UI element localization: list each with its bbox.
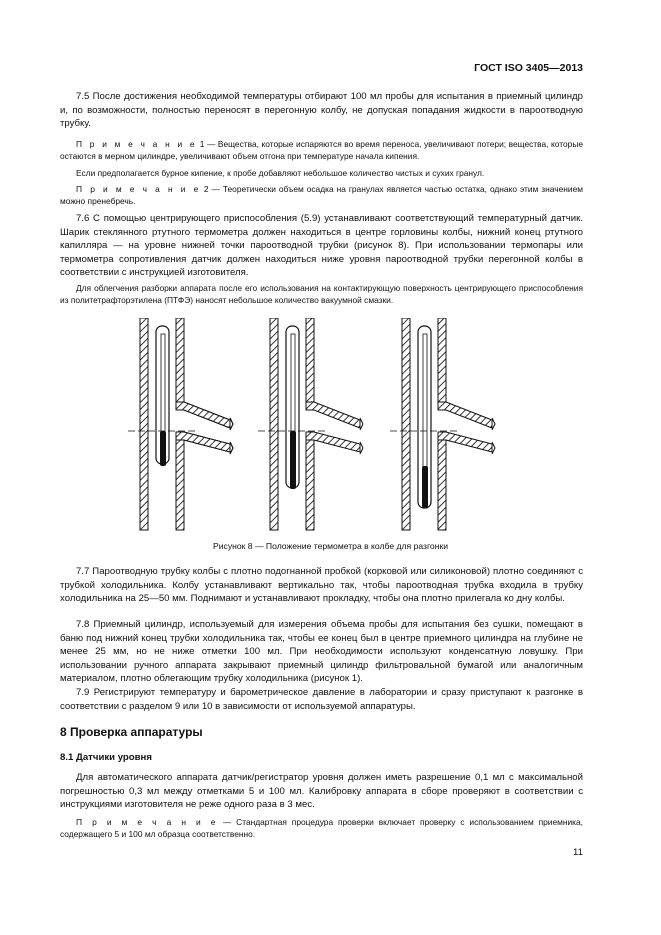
paragraph-7-5: 7.5 После достижения необходимой температуры отбирают 100 мл пробы для испытания в приемный цилиндр и, по возможности, полностью переносят в перегонную колбу, не допуская попадания жидкости в пароотводную трубку. — [60, 91, 583, 130]
section-8-heading: 8 Проверка аппаратуры — [60, 725, 203, 739]
paragraph-boiling: Если предполагается бурное кипение, к пробе добавляют небольшое количество чистых и сухих гранул. — [76, 168, 485, 178]
mercury-bulb-3 — [422, 466, 428, 508]
flask-position-3 — [390, 318, 495, 530]
note-label: П р и м е ч а н и е — [76, 817, 219, 827]
paragraph-7-6: 7.6 С помощью центрирующего приспособления (5.9) устанавливают соответствующий температурный датчик. Шарик стеклянного ртутного термометра должен находиться в центре горловины колбы, нижний конец ртутного капилляра — на уровне нижней точки пароотводной трубки (рисунок 8). При использовании термопары или термометра сопротивления датчик должен находиться ниже уровня пароотводной трубки перегонной колбы в соответствии с инструкцией изготовителя. — [60, 213, 583, 279]
flask-position-2 — [258, 318, 363, 530]
mercury-bulb-2 — [290, 431, 296, 489]
figure-caption: Рисунок 8 — Положение термометра в колбе для разгонки — [212, 541, 449, 551]
mercury-bulb-1 — [160, 431, 166, 466]
note-text: 1 — Вещества, которые испаряются во время переноса, увеличивают потери; вещества, которые остаются в мерном цилиндре, увеличивают объем отгона при температуре начала кипения. — [60, 139, 583, 161]
subsection-8-1-heading: 8.1 Датчики уровня — [60, 752, 152, 763]
note-label: П р и м е ч а н и е — [76, 139, 198, 149]
note-3 — [60, 816, 583, 840]
figure-8-flask-diagram — [118, 318, 508, 534]
paragraph-8-1: Для автоматического аппарата датчик/регистратор уровня должен иметь разрешение 0,1 мл с максимальной погрешностью 0,3 мл между отметками 5 и 100 мл. Калибровку аппарата в сборе проверяют в соответствии с инструкциями изготовителя не реже одного раза в 3 мес. — [60, 772, 583, 811]
note-2 — [60, 183, 583, 207]
paragraph-7-7: 7.7 Пароотводную трубку колбы с плотно подогнанной пробкой (корковой или силиконовой) плотно соединяют с трубкой холодильника. Колбу устанавливают вертикально так, чтобы пароотводная трубка входила в трубку холодильника на 25—50 мм. Поднимают и устанавливают прокладку, чтобы она плотно прилегала ко дну колбы. — [60, 566, 583, 605]
note-label: П р и м е ч а н и е — [76, 184, 201, 194]
paragraph-ptfe: Для облегчения разборки аппарата после его использования на контактирующую поверхность центрирующего приспособления из политетрафторэтилена (ПТФЭ) наносят небольшое количество вакуумной смазки. — [60, 283, 583, 305]
note-text: — Стандартная процедура проверки включает проверку с использованием приемника, содержащего 5 и 100 мл образца соответственно. — [60, 817, 583, 839]
flask-position-1 — [128, 318, 233, 530]
paragraph-7-9: 7.9 Регистрируют температуру и барометрическое давление в лаборатории и сразу приступают к разгонке в соответствии с разделом 9 или 10 в зависимости от используемой аппаратуры. — [60, 687, 583, 712]
note-text: 2 — Теоретически объем осадка на гранулах является частью остатка, однако этим значением можно пренебречь. — [60, 184, 583, 206]
note-1 — [60, 138, 583, 162]
paragraph-7-8: 7.8 Приемный цилиндр, используемый для измерения объема пробы для испытания без сушки, помещают в баню под нижний конец трубки холодильника так, чтобы ее конец был в центре приемного цилиндра на глубине не менее 25 мм, но не ниже отметки 100 мл. При необходимости используют конденсатную ловушку. При использовании ручного аппарата закрывают приемный цилиндр фильтровальной бумагой или аналогичным материалом, плотно облегающим трубку холодильника (рисунок 1). — [60, 619, 583, 685]
page-number: 11 — [573, 847, 583, 858]
document-header: ГОСТ ISO 3405—2013 — [474, 62, 583, 74]
